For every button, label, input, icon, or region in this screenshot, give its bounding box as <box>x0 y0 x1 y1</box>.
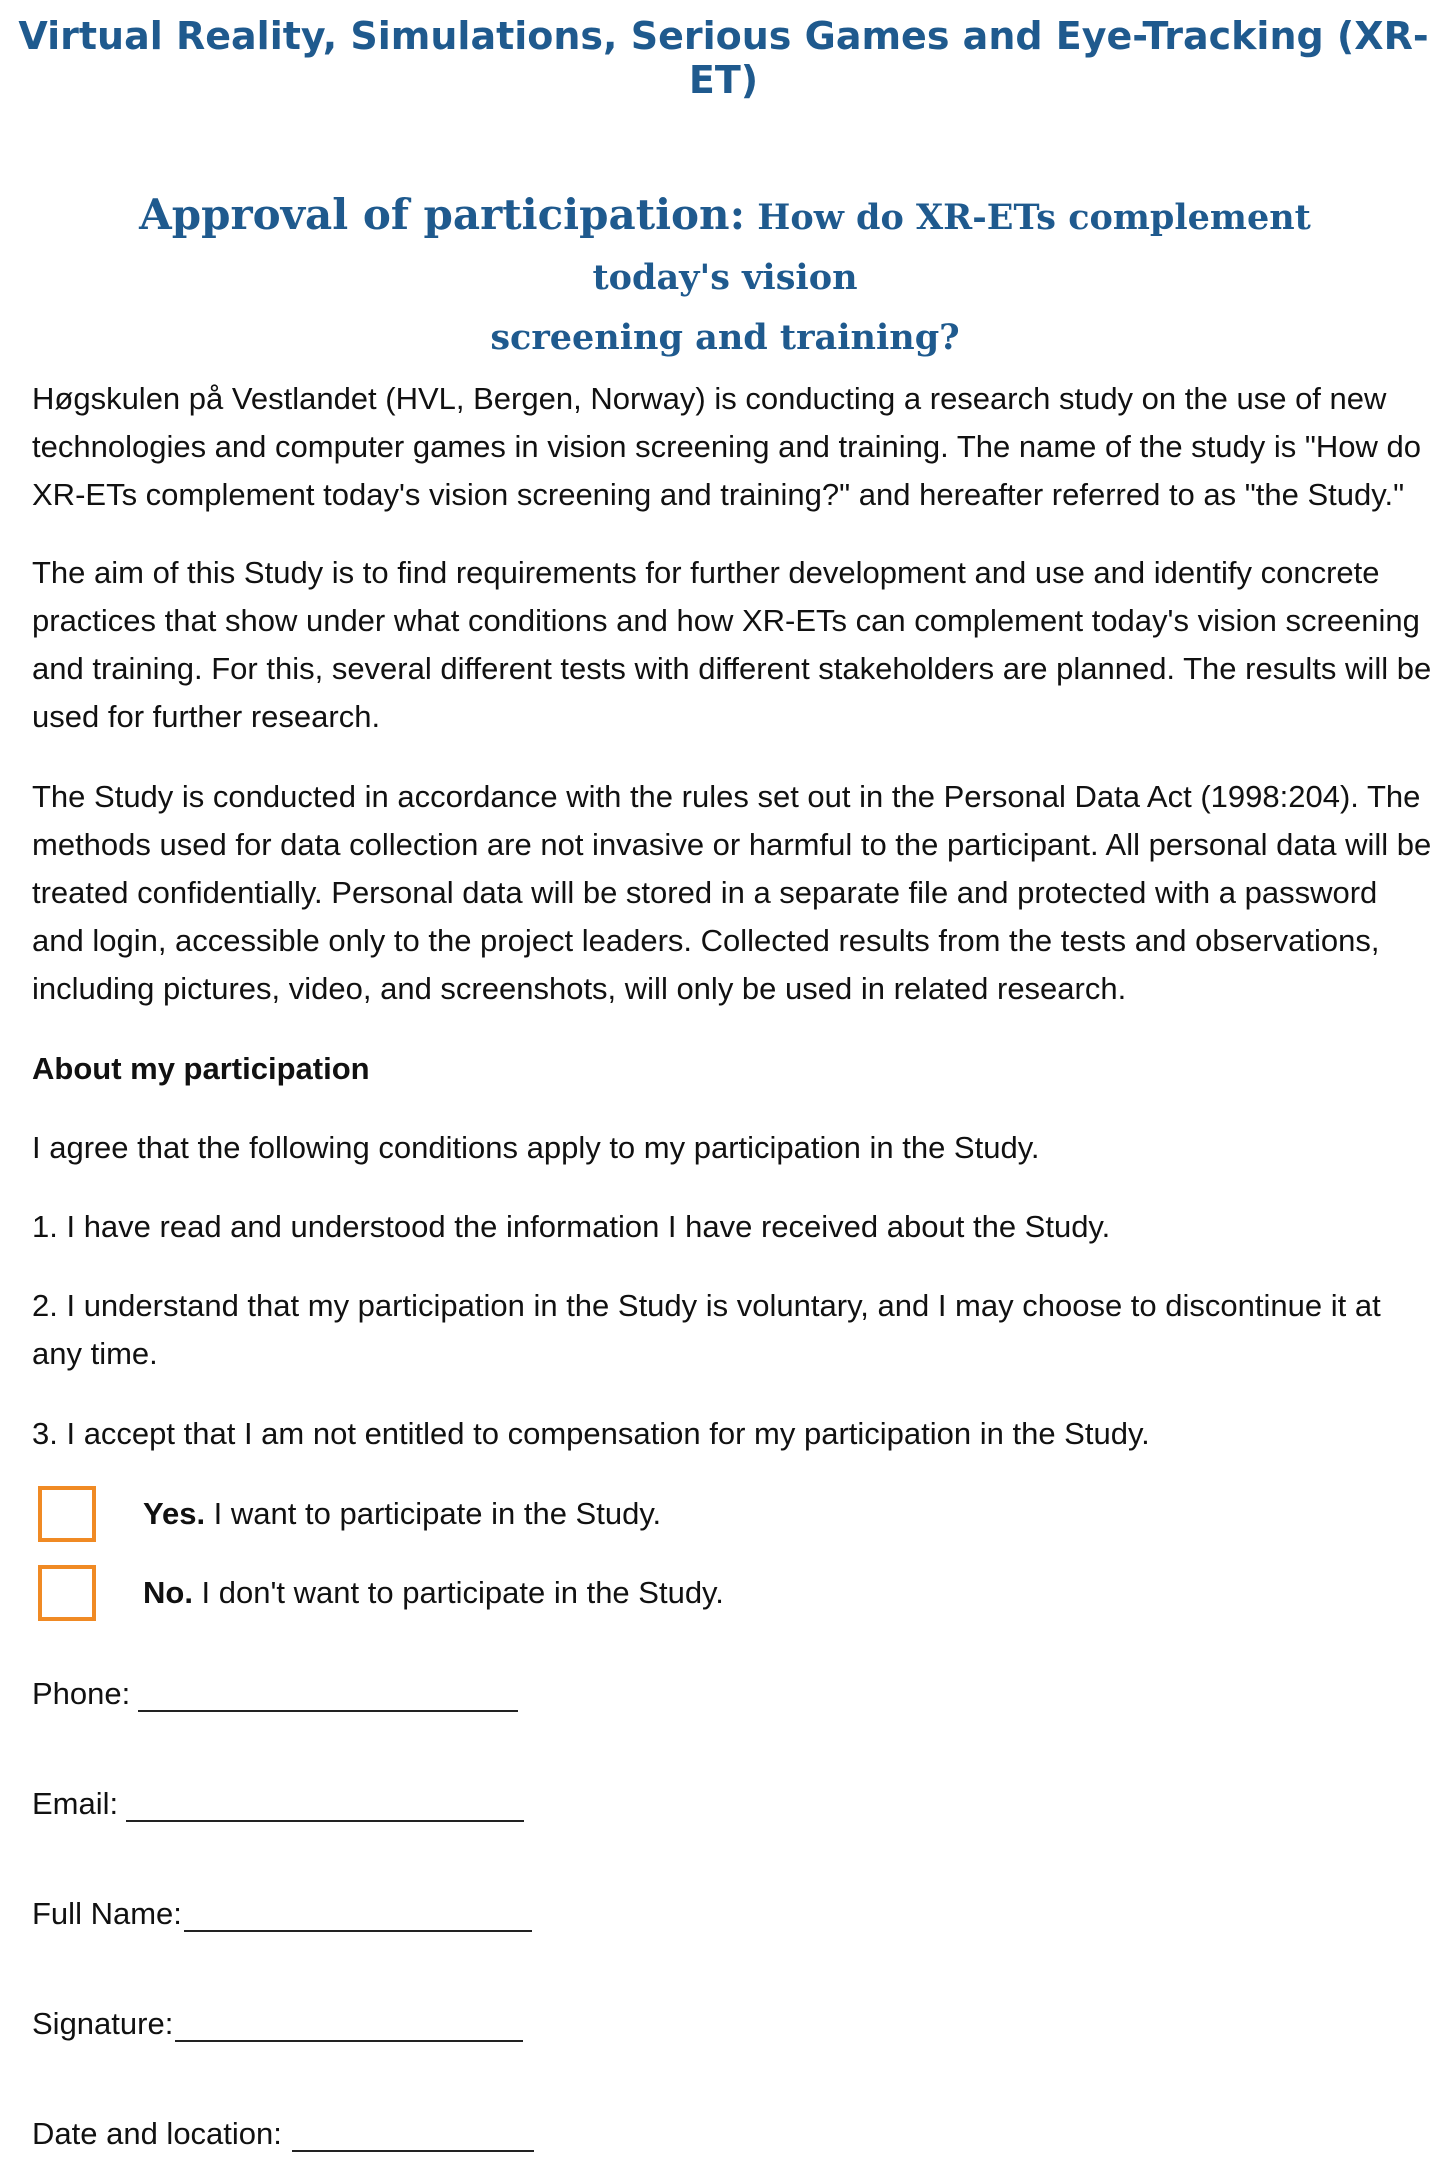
document-header-title: Virtual Reality, Simulations, Serious Games and Eye-Tracking (XR-ET) <box>18 14 1429 102</box>
agreement-intro: I agree that the following conditions apply to my participation in the Study. <box>32 1130 1040 1165</box>
fullname-field-row <box>32 1890 532 1938</box>
date-location-field-row <box>32 2110 534 2158</box>
condition-item-2: 2. I understand that my participation in the Study is voluntary, and I may choose to discontinue it at any time. <box>32 1288 1381 1371</box>
date-location-input[interactable] <box>292 2114 534 2152</box>
date-location-label: Date and location: <box>32 2116 282 2151</box>
signature-field-row <box>32 2000 523 2048</box>
choice-no-text: I don't want to participate in the Study. <box>192 1575 724 1610</box>
approval-title <box>80 188 1370 371</box>
signature-label: Signature: <box>32 2006 174 2041</box>
yes-checkbox[interactable] <box>38 1486 96 1542</box>
choice-yes-text: I want to participate in the Study. <box>205 1496 662 1531</box>
fullname-input[interactable] <box>184 1894 532 1932</box>
email-field-row <box>32 1780 524 1828</box>
approval-question-part2: screening and training? <box>490 317 960 358</box>
phone-input[interactable] <box>138 1674 518 1712</box>
choice-yes <box>38 1486 938 1550</box>
choice-yes-bold: Yes. <box>143 1496 206 1531</box>
email-label: Email: <box>32 1786 119 1821</box>
approval-question-part1: How do XR-ETs complement today's vision <box>592 197 1311 298</box>
choice-no <box>38 1565 938 1629</box>
choice-yes-label <box>143 1490 661 1538</box>
condition-item-1: 1. I have read and understood the information I have received about the Study. <box>32 1209 1111 1244</box>
participation-heading: About my participation <box>32 1051 370 1086</box>
condition-item-3: 3. I accept that I am not entitled to compensation for my participation in the Study. <box>32 1416 1150 1451</box>
email-input[interactable] <box>126 1784 524 1822</box>
signature-input[interactable] <box>175 2004 523 2042</box>
aim-paragraph: The aim of this Study is to find requirements for further development and use and identify concrete practices that show under what conditions and how XR-ETs can complement today's vision screening and training. For this, several different tests with different stakeholders are planned. The results will be used for further research. <box>32 555 1432 734</box>
choice-no-label <box>143 1569 724 1617</box>
phone-label: Phone: <box>32 1676 131 1711</box>
approval-lead: Approval of participation: <box>139 190 746 239</box>
fullname-label: Full Name: <box>32 1896 182 1931</box>
no-checkbox[interactable] <box>38 1565 96 1621</box>
choice-no-bold: No. <box>143 1575 193 1610</box>
intro-paragraph: Høgskulen på Vestlandet (HVL, Bergen, Norway) is conducting a research study on the use of new technologies and computer games in vision screening and training. The name of the study is "How do XR-ETs complement today's vision screening and training?" and hereafter referred to as "the Study." <box>32 381 1422 512</box>
phone-field-row <box>32 1670 518 1718</box>
data-protection-paragraph: The Study is conducted in accordance with the rules set out in the Personal Data Act (1998:204). The methods used for data collection are not invasive or harmful to the participant. All personal data will be treated confidentially. Personal data will be stored in a separate file and protected with a password and login, accessible only to the project leaders. Collected results from the tests and observations, including pictures, video, and screenshots, will only be used in related research. <box>32 779 1432 1006</box>
